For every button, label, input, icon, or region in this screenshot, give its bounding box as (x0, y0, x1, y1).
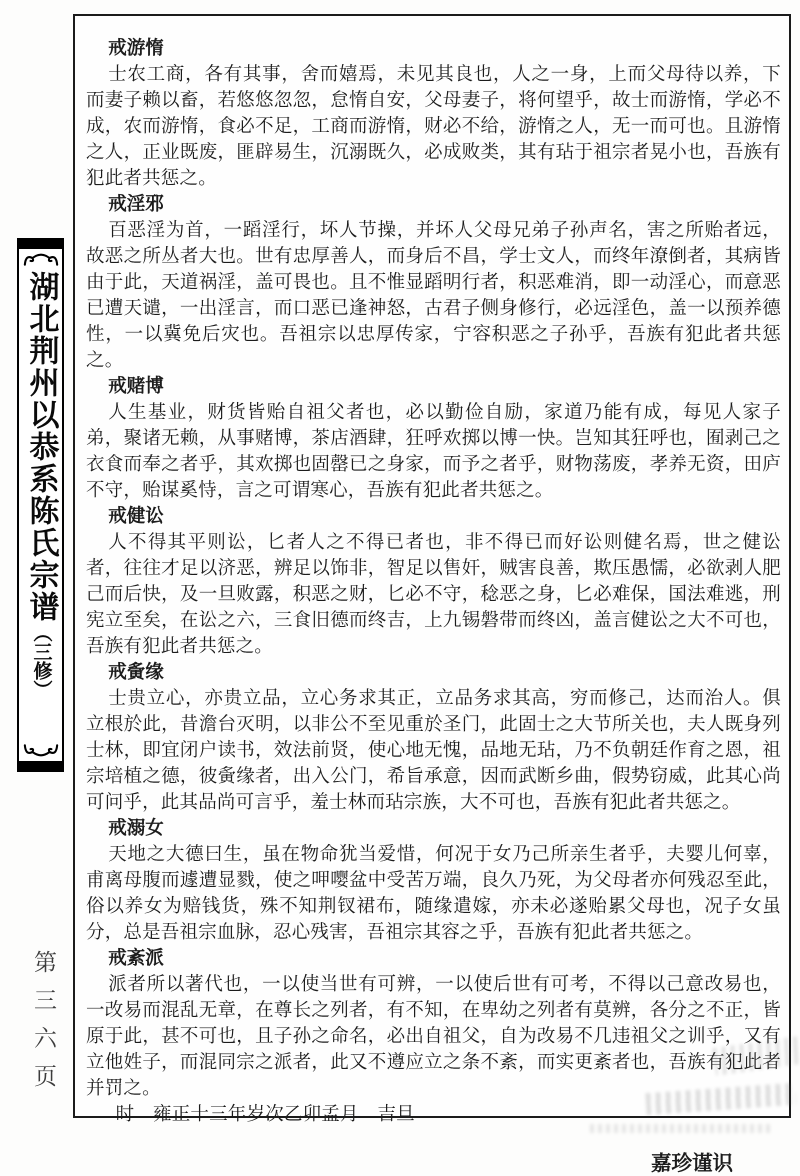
cartouche-ornament-top-icon (22, 249, 60, 269)
signature: 嘉珍谨识 (651, 1153, 733, 1175)
section-title: 戒溺女 (108, 819, 164, 839)
admonition-section (86, 374, 781, 504)
spine-title-main: 湖北荆州以恭系陈氏宗谱 (24, 271, 58, 623)
page-number: 第三六页 (31, 950, 56, 1102)
spine-title-cartouche (17, 238, 64, 772)
spine-title-sub: （三修） (30, 623, 52, 699)
section-body: 士贵立心，亦贵立品，立心务求其正，立品务求其高，穷而修己，达而治人。俱立根於此，昔澹台灭明，以非公不至见重於圣门，此固士之大节所关也，夫人既身列士林，即宜闭户读书，效法前贤，使心地无愧，品地无玷，乃不负朝廷作育之恩，祖宗培植之德，彼夤缘者，出入公门，希旨承意，因而武断乡曲，假势窃威，此其心尚可问乎，此其品尚可言乎，羞士林而玷宗族，大不可也，吾族有犯此者共惩之。 (86, 689, 781, 813)
section-title: 戒健讼 (108, 507, 164, 527)
content-frame (73, 14, 791, 1175)
section-body: 士农工商，各有其事，舍而嬉焉，未见其良也，人之一身，上而父母待以养，下而妻子赖以畜，若悠悠忽忽，怠惰自安，父母妻子，将何望乎，故士而游惰，学必不成，农而游惰，食必不足，工商而游惰，财必不给，游惰之人，无一而可也。且游惰之人，正业既废，匪辟易生，沉溺既久，必成败类，其有玷于祖宗者晃小也，吾族有犯此者共惩之。 (86, 65, 781, 189)
admonition-sections (86, 36, 781, 1102)
section-body: 人不得其平则讼，匕者人之不得已者也，非不得已而好讼则健名焉，世之健讼者，往往才足以济恶，辨足以饰非，智足以售奸，贼害良善，欺压愚懦，必欲剥人肥己而后快，及一旦败露，积恶之财，匕必不守，稔恶之身，匕必难保，国法难逃，刑宪立至矣，在讼之六，三食旧德而终吉，上九锡磐带而终凶，盖言健讼之大不可也，吾族有犯此者共惩之。 (86, 533, 781, 657)
section-title: 戒夤缘 (108, 663, 164, 683)
section-title: 戒游惰 (108, 39, 164, 59)
section-title: 戒赌博 (108, 377, 164, 397)
admonition-section (86, 36, 781, 192)
admonition-section (86, 504, 781, 660)
section-title: 戒淫邪 (108, 195, 164, 215)
section-body: 人生基业，财货皆贻自祖父者也，必以勤俭自励，家道乃能有成，每见人家子弟，聚诸无赖，从事赌博，茶店酒肆，狂呼欢掷以博一快。岂知其狂呼也，囿剥己之衣食而奉之者乎，其欢掷也固罄已之身家，而予之者乎，财物荡废，孝养无资，田庐不守，贻谋奚恃，言之可谓寒心，吾族有犯此者共惩之。 (86, 403, 781, 501)
section-body: 百恶淫为首，一蹈淫行，坏人节操，并坏人父母兄弟子孙声名，害之所贻者远，故恶之所丛者大也。世有忠厚善人，而身后不昌，学士文人，而终年潦倒者，其病皆由于此，天道祸淫，盖可畏也。且不惟显蹈明行者，积恶难消，即一动淫心，而意恶已遭天谴，一出淫言，而口恶已逢神怒，古君子侧身修行，必远淫色，盖一以预养德性，一以冀免后灾也。吾祖宗以忠厚传家，宁容积恶之子孙乎，吾族有犯此者共惩之。 (86, 221, 781, 371)
date-line: 时 雍正十三年岁次乙卯孟月 吉旦 (115, 1105, 415, 1125)
admonition-section (86, 946, 781, 1102)
admonition-section (86, 192, 781, 374)
admonition-section (86, 660, 781, 816)
admonition-section (86, 816, 781, 946)
section-body: 天地之大德曰生，虽在物命犹当爱惜，何况于女乃己所亲生者乎，夫婴儿何辜，甫离母腹而遽遭显戮，使之呷嘤盆中受苦万端，良久乃死，为父母者亦何残忍至此，俗以养女为赔钱货，殊不知荆钗裙布，随缘遣嫁，亦未必遂贻累父母也，况子女虽分，总是吾祖宗血脉，忍心残害，吾祖宗其容之乎，吾族有犯此者共惩之。 (86, 845, 781, 943)
spine-title-text (21, 271, 61, 739)
cartouche-ornament-bottom-icon (22, 741, 60, 761)
cartouche-bottom-bar (19, 761, 62, 770)
section-body: 派者所以著代也，一以使当世有可辨，一以使后世有可考，不得以己意改易也，一改易而混乱无章，在尊长之列者，有不知，在卑幼之列者有莫辨，各分之不正，皆原于此，甚不可也，且子孙之命名，必出自祖父，自为改易不几违祖父之训乎，又有立他姓子，而混同宗之派者，此又不遵应立之条不紊，而实更紊者也，吾族有犯此者并罚之。 (86, 975, 781, 1099)
cartouche-top-bar (19, 240, 62, 249)
section-title: 戒紊派 (108, 949, 164, 969)
